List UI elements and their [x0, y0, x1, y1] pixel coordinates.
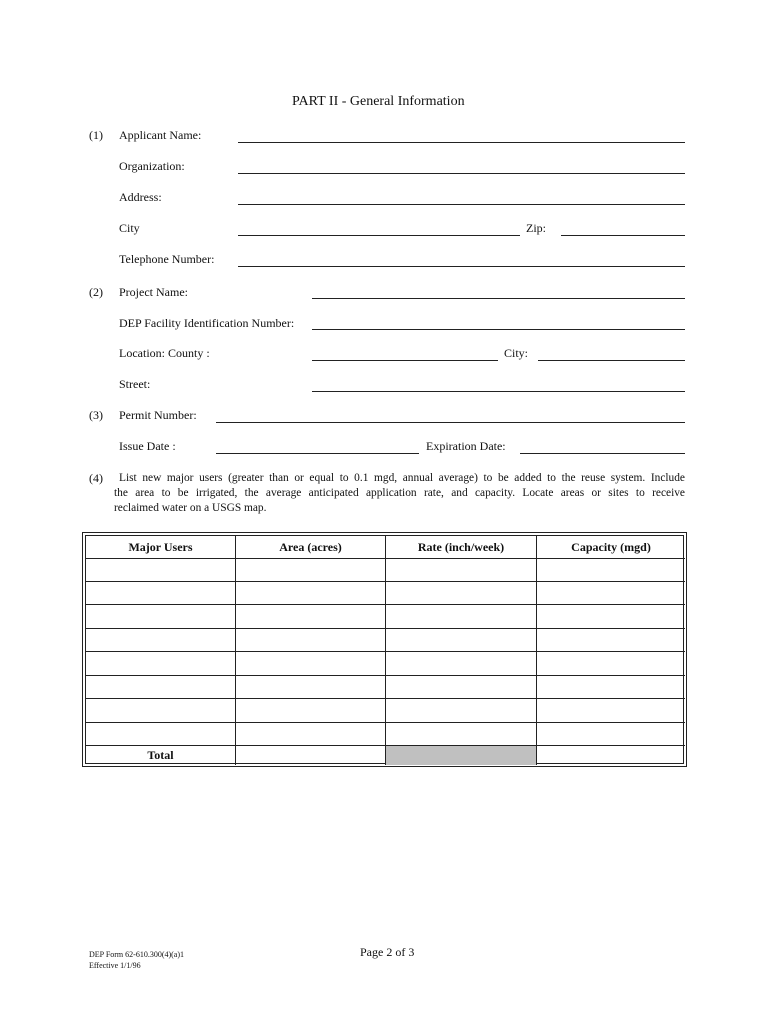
organization-field[interactable] [238, 173, 685, 174]
table-cell[interactable] [537, 699, 685, 723]
location-city-field[interactable] [538, 360, 685, 361]
col-header-area: Area (acres) [236, 536, 386, 559]
applicant-name-label: Applicant Name: [119, 128, 202, 142]
form-number: DEP Form 62-610.300(4)(a)1 [89, 950, 185, 959]
expiration-date-field[interactable] [520, 453, 685, 454]
major-users-table [82, 532, 687, 767]
county-field[interactable] [312, 360, 498, 361]
dep-facility-field[interactable] [312, 329, 685, 330]
table-cell[interactable] [86, 582, 236, 605]
section-3-number: (3) [89, 408, 103, 422]
section-2-number: (2) [89, 285, 103, 299]
total-capacity-cell[interactable] [537, 746, 685, 765]
page-title: PART II - General Information [292, 94, 465, 109]
zip-label: Zip: [526, 221, 546, 235]
table-cell[interactable] [537, 559, 685, 582]
table-cell[interactable] [386, 605, 537, 629]
telephone-field[interactable] [238, 266, 685, 267]
total-rate-cell-shaded [386, 746, 537, 765]
table-cell[interactable] [86, 605, 236, 629]
table-cell[interactable] [236, 676, 386, 699]
table-cell[interactable] [86, 699, 236, 723]
table-cell[interactable] [86, 723, 236, 746]
col-header-rate: Rate (inch/week) [386, 536, 537, 559]
address-field[interactable] [238, 204, 685, 205]
table-cell[interactable] [386, 652, 537, 676]
table-cell[interactable] [537, 652, 685, 676]
address-label: Address: [119, 190, 162, 204]
expiration-date-label: Expiration Date: [426, 439, 506, 453]
permit-number-label: Permit Number: [119, 408, 197, 422]
table-cell[interactable] [86, 559, 236, 582]
project-name-field[interactable] [312, 298, 685, 299]
permit-number-field[interactable] [216, 422, 685, 423]
street-label: Street: [119, 377, 151, 391]
street-field[interactable] [312, 391, 685, 392]
table-cell[interactable] [386, 559, 537, 582]
applicant-name-field[interactable] [238, 142, 685, 143]
major-users-table-grid [85, 535, 684, 764]
total-area-cell[interactable] [236, 746, 386, 765]
effective-date: Effective 1/1/96 [89, 961, 141, 970]
table-cell[interactable] [537, 676, 685, 699]
table-cell[interactable] [236, 629, 386, 652]
city-field[interactable] [238, 235, 520, 236]
table-cell[interactable] [236, 723, 386, 746]
col-header-capacity: Capacity (mgd) [537, 536, 685, 559]
issue-date-field[interactable] [216, 453, 419, 454]
table-cell[interactable] [537, 605, 685, 629]
section-1-number: (1) [89, 128, 103, 142]
instructions-line-1: List new major users (greater than or equal to 0.1 mgd, annual average) to be added to the reuse system. Include [119, 472, 685, 484]
page-number: Page 2 of 3 [360, 945, 415, 959]
table-cell[interactable] [386, 676, 537, 699]
location-county-label: Location: County : [119, 346, 210, 360]
table-cell[interactable] [386, 723, 537, 746]
organization-label: Organization: [119, 159, 185, 173]
table-cell[interactable] [386, 699, 537, 723]
col-header-major-users: Major Users [86, 536, 236, 559]
table-cell[interactable] [236, 582, 386, 605]
issue-date-label: Issue Date : [119, 439, 176, 453]
location-city-label: City: [504, 346, 529, 360]
table-cell[interactable] [537, 723, 685, 746]
table-cell[interactable] [386, 629, 537, 652]
table-cell[interactable] [236, 559, 386, 582]
table-cell[interactable] [86, 676, 236, 699]
zip-field[interactable] [561, 235, 685, 236]
instructions-line-3: reclaimed water on a USGS map. [114, 502, 267, 514]
table-cell[interactable] [236, 605, 386, 629]
dep-facility-label: DEP Facility Identification Number: [119, 316, 295, 330]
table-cell[interactable] [86, 629, 236, 652]
table-cell[interactable] [236, 699, 386, 723]
project-name-label: Project Name: [119, 285, 188, 299]
total-label: Total [86, 746, 236, 765]
table-cell[interactable] [537, 582, 685, 605]
table-cell[interactable] [537, 629, 685, 652]
telephone-label: Telephone Number: [119, 252, 215, 266]
table-cell[interactable] [86, 652, 236, 676]
table-cell[interactable] [236, 652, 386, 676]
table-cell[interactable] [386, 582, 537, 605]
section-4-number: (4) [89, 471, 103, 485]
instructions-line-2: the area to be irrigated, the average anticipated application rate, and capacity. Locate areas or sites to receive [114, 487, 685, 499]
city-label: City [119, 221, 140, 235]
